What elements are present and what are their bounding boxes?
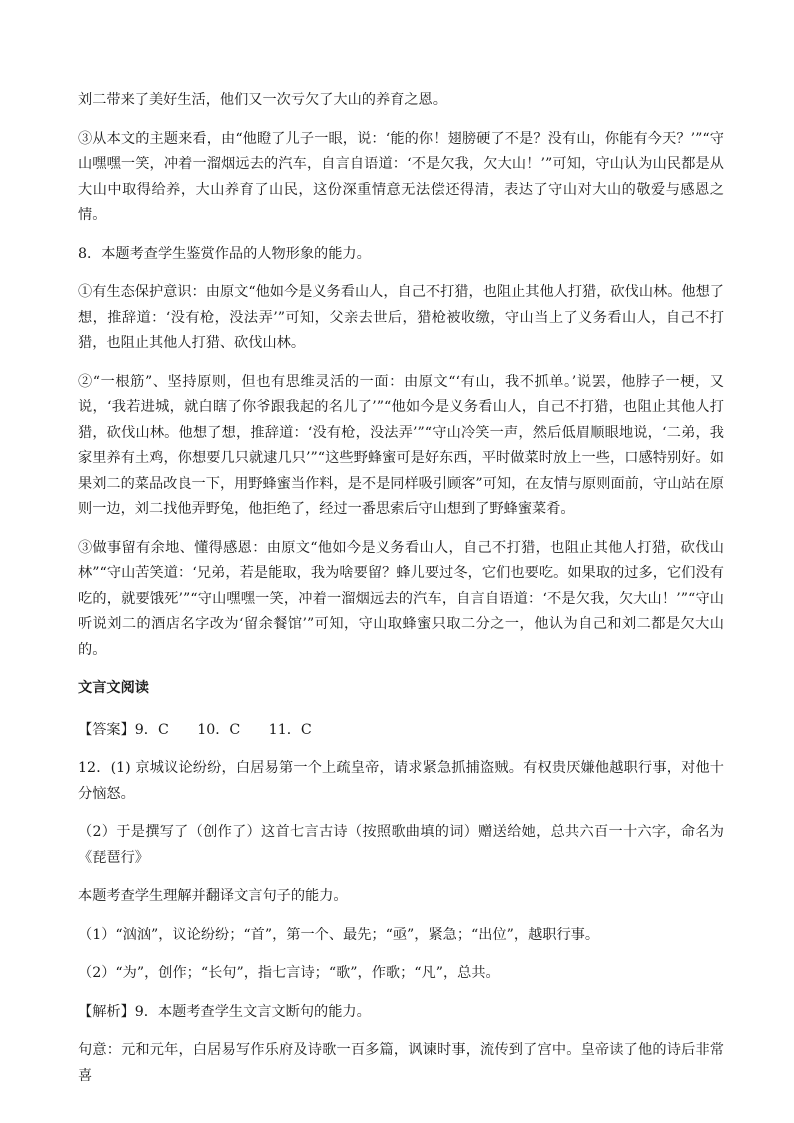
paragraph-trait-gratitude: ③做事留有余地、懂得感恩：由原文“他如今是义务看山人，自己不打猎，也阻止其他人打猎，砍伐山林”“守山苦笑道：‘兄弟，若是能取，我为啥要留？蜂儿要过冬，它们也要吃。如果取的过多，它们没有吃的，就要饿死’”“守山嘿嘿一笑，冲着一溜烟远去的汽车，自言自语道：‘不是欠我，欠大山！’”“守山听说刘二的酒店名字改为‘留余餐馆’”可知，守山取蜂蜜只取二分之一，他认为自己和刘二都是欠大山的。 xyxy=(78,539,724,658)
paragraph-keyword-2: （2）“为”，创作；“长句”，指七言诗；“歌”，作歌；“凡”，总共。 xyxy=(78,965,500,981)
paragraph-question-12-part2: （2）于是撰写了（创作了）这首七言古诗（按照歌曲填的词）赠送给她，总共六百一十六字，命名为《琵琶行》 xyxy=(78,824,724,866)
paragraph-keyword-1: （1）“汹汹”，议论纷纷；“首”，第一个、最先；“亟”，紧急；“出位”，越职行事。 xyxy=(78,926,600,943)
paragraph-liuer-conclusion: 刘二带来了美好生活，他们又一次亏欠了大山的养育之恩。 xyxy=(78,92,447,108)
document-page xyxy=(78,88,724,1102)
paragraph-sentence-meaning: 句意：元和元年，白居易写作乐府及诗歌一百多篇，讽谏时事，流传到了宫中。皇帝读了他的诗后非常喜 xyxy=(78,1042,724,1084)
paragraph-theme-analysis: ③从本文的主题来看，由“他瞪了儿子一眼，说：‘能的你！翅膀硬了不是？没有山，你能有今天？’”“守山嘿嘿一笑，冲着一溜烟远去的汽车，自言自语道：‘不是欠我，欠大山！’”可知，守山认为山民都是从大山中取得给养，大山养育了山民，这份深重情意无法偿还得清，表达了守山对大山的敬爱与感恩之情。 xyxy=(78,130,724,223)
answer-line: 【答案】9．C 10．C 11．C xyxy=(78,721,312,738)
paragraph-question-8: 8．本题考查学生鉴赏作品的人物形象的能力。 xyxy=(78,245,371,262)
section-title-classical-chinese: 文言文阅读 xyxy=(78,680,149,696)
paragraph-trait-principle: ②“一根筋”、坚持原则，但也有思维灵活的一面：由原文“‘有山，我不抓单。’说罢，他脖子一梗，又说，‘我若进城，就白瞎了你爷跟我起的名儿了’”“他如今是义务看山人，自己不打猎，也阻止其他人打猎，砍伐山林。他想了想，推辞道：‘没有枪，没法弄’”“守山冷笑一声，然后低眉顺眼地说，‘二弟，我家里养有土鸡，你想要几只就逮几只’”“这些野蜂蜜可是好东西，平时做菜时放上一些，口感特别好。如果刘二的菜品改良一下，用野蜂蜜当作料，是不是同样吸引顾客”可知，在友情与原则面前，守山站在原则一边，刘二找他弄野兔，他拒绝了，经过一番思索后守山想到了野蜂蜜菜肴。 xyxy=(78,373,724,517)
paragraph-trait-ecology: ①有生态保护意识：由原文“他如今是义务看山人，自己不打猎，也阻止其他人打猎，砍伐山林。他想了想，推辞道：‘没有枪，没法弄’”可知，父亲去世后，猎枪被收缴，守山当上了义务看山人，自己不打猎，也阻止其他人打猎、砍伐山林。 xyxy=(78,284,724,351)
paragraph-translation-skill: 本题考查学生理解并翻译文言句子的能力。 xyxy=(78,888,348,904)
paragraph-question-12-part1: 12．(1) 京城议论纷纷，白居易第一个上疏皇帝，请求紧急抓捕盗贼。有权贵厌嫌他越职行事，对他十分恼怒。 xyxy=(78,760,724,802)
paragraph-analysis-9: 【解析】9．本题考查学生文言文断句的能力。 xyxy=(78,1003,371,1020)
